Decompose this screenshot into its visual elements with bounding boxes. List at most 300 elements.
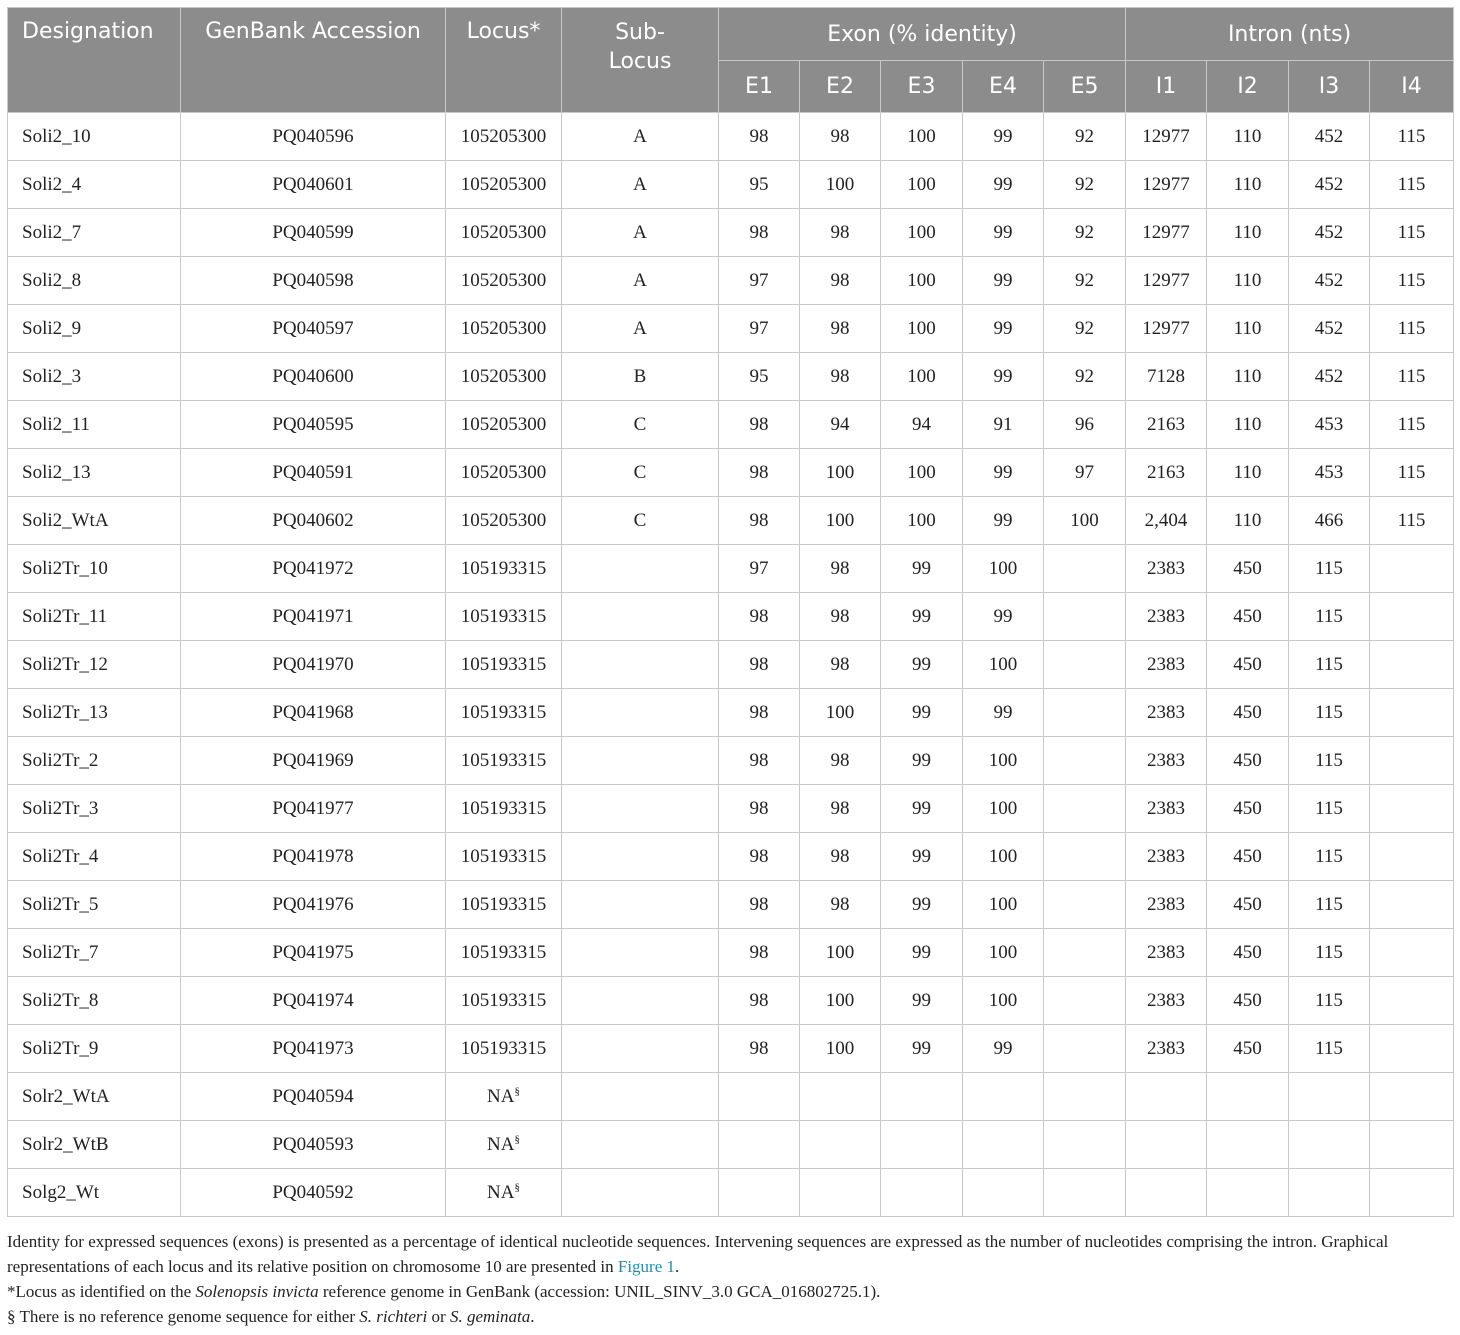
cell-exon-e5: [1044, 929, 1126, 977]
cell-designation: Soli2Tr_3: [8, 785, 181, 833]
cell-exon-e5: [1044, 881, 1126, 929]
cell-accession: PQ040593: [181, 1121, 446, 1169]
footnote-marker: §: [514, 1085, 520, 1098]
cell-intron-i2: 110: [1207, 401, 1289, 449]
cell-locus: [446, 449, 562, 497]
cell-exon-e1: 98: [719, 401, 800, 449]
header-intron-group: Intron (nts): [1126, 8, 1454, 61]
cell-intron-i2: 450: [1207, 1025, 1289, 1073]
locus-value: 105205300: [460, 125, 547, 147]
cell-intron-i1: [1126, 1121, 1207, 1169]
cell-locus: [446, 161, 562, 209]
cell-designation: Soli2_8: [8, 257, 181, 305]
cell-exon-e3: 100: [881, 353, 963, 401]
cell-designation: Soli2Tr_10: [8, 545, 181, 593]
table-container: [7, 7, 1453, 1217]
cell-designation: Solr2_WtB: [8, 1121, 181, 1169]
cell-intron-i2: 450: [1207, 977, 1289, 1025]
locus-value: 105205300: [460, 461, 547, 483]
cell-sublocus: [562, 881, 719, 929]
footnote-marker: §: [514, 1133, 520, 1146]
locus-value: NA: [487, 1085, 515, 1107]
cell-exon-e4: 99: [963, 497, 1044, 545]
cell-intron-i1: 12977: [1126, 257, 1207, 305]
table-row: [8, 689, 1454, 737]
cell-exon-e4: 99: [963, 353, 1044, 401]
table-body: [8, 113, 1454, 1217]
cell-accession: PQ041970: [181, 641, 446, 689]
cell-accession: PQ041969: [181, 737, 446, 785]
cell-exon-e4: 99: [963, 593, 1044, 641]
cell-designation: Solg2_Wt: [8, 1169, 181, 1217]
cell-exon-e4: 99: [963, 113, 1044, 161]
locus-value: 105193315: [460, 653, 547, 675]
cell-intron-i3: 115: [1289, 689, 1370, 737]
cell-sublocus: A: [562, 113, 719, 161]
cell-exon-e4: 100: [963, 641, 1044, 689]
cell-exon-e3: 94: [881, 401, 963, 449]
cell-exon-e3: 100: [881, 497, 963, 545]
cell-locus: [446, 1121, 562, 1169]
header-exon-group: Exon (% identity): [719, 8, 1126, 61]
header-i1: I1: [1126, 61, 1207, 113]
cell-exon-e5: 100: [1044, 497, 1126, 545]
cell-intron-i3: 115: [1289, 833, 1370, 881]
locus-value: 105193315: [460, 989, 547, 1011]
cell-accession: PQ041975: [181, 929, 446, 977]
cell-exon-e1: [719, 1121, 800, 1169]
cell-exon-e4: 100: [963, 833, 1044, 881]
table-row: [8, 305, 1454, 353]
cell-exon-e3: 100: [881, 305, 963, 353]
cell-intron-i1: 2383: [1126, 1025, 1207, 1073]
table-row: [8, 1073, 1454, 1121]
cell-exon-e2: [800, 1073, 881, 1121]
cell-sublocus: C: [562, 497, 719, 545]
cell-intron-i1: 2383: [1126, 785, 1207, 833]
cell-designation: Soli2Tr_11: [8, 593, 181, 641]
cell-intron-i1: 2383: [1126, 641, 1207, 689]
cell-exon-e5: [1044, 593, 1126, 641]
cell-intron-i3: 452: [1289, 209, 1370, 257]
cell-intron-i1: 12977: [1126, 161, 1207, 209]
cell-exon-e2: 98: [800, 545, 881, 593]
cell-exon-e4: 100: [963, 785, 1044, 833]
header-genbank: GenBank Accession: [181, 8, 446, 113]
cell-intron-i2: 450: [1207, 641, 1289, 689]
cell-locus: [446, 257, 562, 305]
cell-sublocus: [562, 929, 719, 977]
table-row: [8, 545, 1454, 593]
cell-intron-i2: 110: [1207, 305, 1289, 353]
cell-intron-i1: 12977: [1126, 305, 1207, 353]
cell-intron-i2: 450: [1207, 737, 1289, 785]
cell-intron-i3: 115: [1289, 593, 1370, 641]
locus-value: 105205300: [460, 317, 547, 339]
cell-exon-e1: 98: [719, 113, 800, 161]
cell-exon-e5: [1044, 545, 1126, 593]
cell-exon-e4: [963, 1073, 1044, 1121]
table-row: [8, 785, 1454, 833]
locus-value: NA: [487, 1181, 515, 1203]
cell-exon-e3: 100: [881, 257, 963, 305]
cell-exon-e4: 99: [963, 305, 1044, 353]
figure-link[interactable]: Figure 1: [617, 1257, 676, 1276]
cell-designation: Soli2_13: [8, 449, 181, 497]
cell-intron-i4: [1370, 977, 1454, 1025]
cell-sublocus: [562, 1073, 719, 1121]
cell-accession: PQ041976: [181, 881, 446, 929]
cell-exon-e1: [719, 1073, 800, 1121]
cell-exon-e1: 98: [719, 641, 800, 689]
cell-exon-e2: 100: [800, 497, 881, 545]
cell-designation: Soli2_7: [8, 209, 181, 257]
cell-exon-e2: [800, 1121, 881, 1169]
cell-intron-i2: 450: [1207, 545, 1289, 593]
cell-exon-e2: 98: [800, 593, 881, 641]
cell-exon-e5: [1044, 689, 1126, 737]
cell-designation: Soli2Tr_12: [8, 641, 181, 689]
cell-intron-i2: 110: [1207, 257, 1289, 305]
cell-intron-i4: 115: [1370, 161, 1454, 209]
cell-designation: Soli2_WtA: [8, 497, 181, 545]
cell-exon-e3: 100: [881, 449, 963, 497]
cell-intron-i4: 115: [1370, 401, 1454, 449]
cell-sublocus: A: [562, 209, 719, 257]
cell-exon-e3: [881, 1073, 963, 1121]
cell-intron-i1: [1126, 1169, 1207, 1217]
cell-exon-e2: [800, 1169, 881, 1217]
cell-accession: PQ041973: [181, 1025, 446, 1073]
cell-intron-i1: 12977: [1126, 113, 1207, 161]
cell-designation: Soli2Tr_13: [8, 689, 181, 737]
cell-designation: Soli2_11: [8, 401, 181, 449]
cell-exon-e3: 99: [881, 737, 963, 785]
cell-exon-e5: 92: [1044, 353, 1126, 401]
cell-intron-i2: 110: [1207, 113, 1289, 161]
cell-exon-e4: 99: [963, 161, 1044, 209]
cell-designation: Soli2_9: [8, 305, 181, 353]
table-row: [8, 497, 1454, 545]
header-e2: E2: [800, 61, 881, 113]
cell-intron-i2: 110: [1207, 209, 1289, 257]
cell-exon-e3: 99: [881, 689, 963, 737]
cell-sublocus: [562, 833, 719, 881]
cell-intron-i4: [1370, 1169, 1454, 1217]
cell-exon-e1: 98: [719, 449, 800, 497]
cell-exon-e1: 97: [719, 305, 800, 353]
cell-intron-i1: 2383: [1126, 929, 1207, 977]
cell-accession: PQ040602: [181, 497, 446, 545]
cell-designation: Soli2Tr_9: [8, 1025, 181, 1073]
cell-exon-e2: 98: [800, 257, 881, 305]
cell-accession: PQ041968: [181, 689, 446, 737]
cell-intron-i3: 452: [1289, 305, 1370, 353]
cell-intron-i4: 115: [1370, 353, 1454, 401]
cell-intron-i3: 453: [1289, 401, 1370, 449]
cell-sublocus: [562, 1121, 719, 1169]
cell-locus: [446, 689, 562, 737]
cell-exon-e3: 100: [881, 161, 963, 209]
cell-exon-e5: 92: [1044, 257, 1126, 305]
cell-locus: [446, 641, 562, 689]
cell-intron-i4: [1370, 881, 1454, 929]
cell-intron-i1: 2383: [1126, 977, 1207, 1025]
locus-value: 105193315: [460, 1037, 547, 1059]
cell-intron-i3: 466: [1289, 497, 1370, 545]
cell-intron-i4: [1370, 593, 1454, 641]
cell-exon-e5: [1044, 977, 1126, 1025]
cell-exon-e5: 92: [1044, 209, 1126, 257]
cell-sublocus: [562, 1025, 719, 1073]
cell-exon-e1: 95: [719, 353, 800, 401]
cell-designation: Soli2_3: [8, 353, 181, 401]
cell-intron-i3: 115: [1289, 641, 1370, 689]
cell-intron-i4: [1370, 641, 1454, 689]
cell-intron-i4: [1370, 545, 1454, 593]
cell-exon-e3: 99: [881, 833, 963, 881]
cell-designation: Soli2_10: [8, 113, 181, 161]
cell-locus: [446, 785, 562, 833]
cell-locus: [446, 1073, 562, 1121]
cell-intron-i3: 452: [1289, 113, 1370, 161]
locus-value: 105205300: [460, 173, 547, 195]
cell-accession: PQ041971: [181, 593, 446, 641]
table-row: [8, 641, 1454, 689]
locus-value: 105205300: [460, 413, 547, 435]
cell-locus: [446, 401, 562, 449]
cell-sublocus: A: [562, 161, 719, 209]
header-e5: E5: [1044, 61, 1126, 113]
cell-accession: PQ040596: [181, 113, 446, 161]
cell-intron-i4: [1370, 689, 1454, 737]
cell-designation: Soli2Tr_2: [8, 737, 181, 785]
cell-accession: PQ041978: [181, 833, 446, 881]
cell-intron-i3: 115: [1289, 545, 1370, 593]
cell-exon-e3: 99: [881, 593, 963, 641]
cell-locus: [446, 833, 562, 881]
cell-intron-i3: 452: [1289, 353, 1370, 401]
cell-exon-e3: 99: [881, 881, 963, 929]
cell-exon-e5: [1044, 785, 1126, 833]
cell-locus: [446, 545, 562, 593]
cell-sublocus: [562, 593, 719, 641]
cell-intron-i2: 450: [1207, 593, 1289, 641]
cell-intron-i4: [1370, 737, 1454, 785]
cell-exon-e4: 100: [963, 881, 1044, 929]
cell-intron-i2: 110: [1207, 353, 1289, 401]
cell-sublocus: [562, 1169, 719, 1217]
cell-exon-e5: [1044, 737, 1126, 785]
cell-exon-e1: 98: [719, 833, 800, 881]
cell-exon-e4: 99: [963, 1025, 1044, 1073]
cell-intron-i4: 115: [1370, 257, 1454, 305]
cell-exon-e4: 99: [963, 449, 1044, 497]
cell-intron-i1: 12977: [1126, 209, 1207, 257]
cell-locus: [446, 113, 562, 161]
cell-exon-e5: 92: [1044, 161, 1126, 209]
cell-intron-i3: [1289, 1169, 1370, 1217]
cell-exon-e3: 99: [881, 641, 963, 689]
header-e3: E3: [881, 61, 963, 113]
cell-locus: [446, 593, 562, 641]
cell-accession: PQ040592: [181, 1169, 446, 1217]
locus-value: 105193315: [460, 605, 547, 627]
cell-intron-i4: 115: [1370, 497, 1454, 545]
cell-sublocus: A: [562, 257, 719, 305]
cell-exon-e4: 99: [963, 209, 1044, 257]
cell-exon-e2: 100: [800, 977, 881, 1025]
cell-intron-i4: [1370, 833, 1454, 881]
cell-locus: [446, 209, 562, 257]
cell-locus: [446, 881, 562, 929]
cell-exon-e4: 100: [963, 737, 1044, 785]
cell-accession: PQ041974: [181, 977, 446, 1025]
footnote-marker: §: [514, 1181, 520, 1194]
cell-intron-i4: 115: [1370, 113, 1454, 161]
cell-intron-i4: 115: [1370, 449, 1454, 497]
cell-intron-i1: 2383: [1126, 545, 1207, 593]
cell-sublocus: C: [562, 401, 719, 449]
cell-exon-e1: [719, 1169, 800, 1217]
cell-sublocus: C: [562, 449, 719, 497]
cell-exon-e1: 97: [719, 545, 800, 593]
cell-exon-e5: 96: [1044, 401, 1126, 449]
cell-locus: [446, 1025, 562, 1073]
table-row: [8, 593, 1454, 641]
cell-exon-e3: 99: [881, 785, 963, 833]
cell-exon-e5: [1044, 641, 1126, 689]
cell-intron-i3: 452: [1289, 257, 1370, 305]
cell-locus: [446, 737, 562, 785]
cell-locus: [446, 929, 562, 977]
cell-intron-i2: 450: [1207, 929, 1289, 977]
table-row: [8, 113, 1454, 161]
cell-intron-i2: 450: [1207, 833, 1289, 881]
cell-exon-e4: 99: [963, 689, 1044, 737]
table-row: [8, 161, 1454, 209]
cell-exon-e5: 92: [1044, 305, 1126, 353]
note-locus: *Locus as identified on the Solenopsis invicta reference genome in GenBank (accession: UNIL_SINV_3.0 GCA_016802725.1).: [7, 1282, 881, 1301]
cell-intron-i3: 115: [1289, 785, 1370, 833]
cell-accession: PQ040591: [181, 449, 446, 497]
cell-intron-i1: 2383: [1126, 593, 1207, 641]
cell-intron-i1: 2383: [1126, 737, 1207, 785]
cell-intron-i2: 110: [1207, 161, 1289, 209]
table-row: [8, 449, 1454, 497]
cell-exon-e3: 99: [881, 545, 963, 593]
cell-intron-i2: 110: [1207, 449, 1289, 497]
locus-value: 105193315: [460, 941, 547, 963]
cell-exon-e5: [1044, 1169, 1126, 1217]
header-e4: E4: [963, 61, 1044, 113]
table-row: [8, 929, 1454, 977]
cell-accession: PQ040598: [181, 257, 446, 305]
cell-intron-i1: [1126, 1073, 1207, 1121]
cell-intron-i2: [1207, 1169, 1289, 1217]
table-row: [8, 353, 1454, 401]
cell-intron-i2: [1207, 1073, 1289, 1121]
cell-exon-e3: 99: [881, 1025, 963, 1073]
cell-designation: Soli2Tr_5: [8, 881, 181, 929]
cell-designation: Solr2_WtA: [8, 1073, 181, 1121]
cell-intron-i4: [1370, 1121, 1454, 1169]
cell-exon-e3: 99: [881, 977, 963, 1025]
cell-intron-i3: 452: [1289, 161, 1370, 209]
cell-exon-e2: 98: [800, 785, 881, 833]
locus-value: 105193315: [460, 893, 547, 915]
cell-intron-i4: [1370, 1073, 1454, 1121]
cell-exon-e1: 98: [719, 977, 800, 1025]
locus-value: 105205300: [460, 221, 547, 243]
cell-intron-i2: 450: [1207, 689, 1289, 737]
cell-locus: [446, 497, 562, 545]
cell-intron-i4: 115: [1370, 209, 1454, 257]
cell-intron-i4: [1370, 929, 1454, 977]
table-row: [8, 1025, 1454, 1073]
cell-exon-e2: 100: [800, 929, 881, 977]
table-row: [8, 1121, 1454, 1169]
cell-accession: PQ040595: [181, 401, 446, 449]
cell-designation: Soli2Tr_4: [8, 833, 181, 881]
table-row: [8, 737, 1454, 785]
cell-accession: PQ041972: [181, 545, 446, 593]
cell-intron-i1: 2,404: [1126, 497, 1207, 545]
table-row: [8, 833, 1454, 881]
cell-exon-e5: 97: [1044, 449, 1126, 497]
cell-accession: PQ040601: [181, 161, 446, 209]
locus-value: 105205300: [460, 269, 547, 291]
cell-intron-i1: 2383: [1126, 881, 1207, 929]
cell-exon-e2: 98: [800, 209, 881, 257]
locus-value: 105205300: [460, 365, 547, 387]
cell-designation: Soli2Tr_7: [8, 929, 181, 977]
cell-exon-e2: 98: [800, 305, 881, 353]
cell-accession: PQ040600: [181, 353, 446, 401]
header-e1: E1: [719, 61, 800, 113]
cell-intron-i3: 115: [1289, 977, 1370, 1025]
cell-exon-e1: 98: [719, 881, 800, 929]
cell-intron-i1: 2163: [1126, 449, 1207, 497]
cell-sublocus: [562, 737, 719, 785]
cell-locus: [446, 353, 562, 401]
cell-intron-i1: 2163: [1126, 401, 1207, 449]
cell-exon-e1: 98: [719, 497, 800, 545]
cell-exon-e1: 98: [719, 1025, 800, 1073]
cell-exon-e5: [1044, 833, 1126, 881]
header-i4: I4: [1370, 61, 1454, 113]
cell-exon-e3: 100: [881, 209, 963, 257]
cell-exon-e2: 98: [800, 881, 881, 929]
cell-exon-e1: 97: [719, 257, 800, 305]
locus-value: 105193315: [460, 749, 547, 771]
cell-exon-e3: [881, 1169, 963, 1217]
cell-exon-e4: [963, 1169, 1044, 1217]
cell-intron-i3: [1289, 1073, 1370, 1121]
note-identity: Identity for expressed sequences (exons) is presented as a percentage of identical nucleotide sequences. Intervening sequences are expressed as the number of nucleotides comprising the intron. Graphical representations of each locus and its relative position on chromosome 10 are presented in Figure 1.: [7, 1232, 1389, 1276]
cell-intron-i3: 115: [1289, 737, 1370, 785]
cell-exon-e3: 99: [881, 929, 963, 977]
header-locus: Locus*: [446, 8, 562, 113]
cell-sublocus: B: [562, 353, 719, 401]
cell-intron-i2: 110: [1207, 497, 1289, 545]
cell-designation: Soli2Tr_8: [8, 977, 181, 1025]
cell-intron-i1: 2383: [1126, 833, 1207, 881]
cell-exon-e2: 94: [800, 401, 881, 449]
locus-value: 105193315: [460, 557, 547, 579]
cell-exon-e1: 98: [719, 929, 800, 977]
locus-value: NA: [487, 1133, 515, 1155]
